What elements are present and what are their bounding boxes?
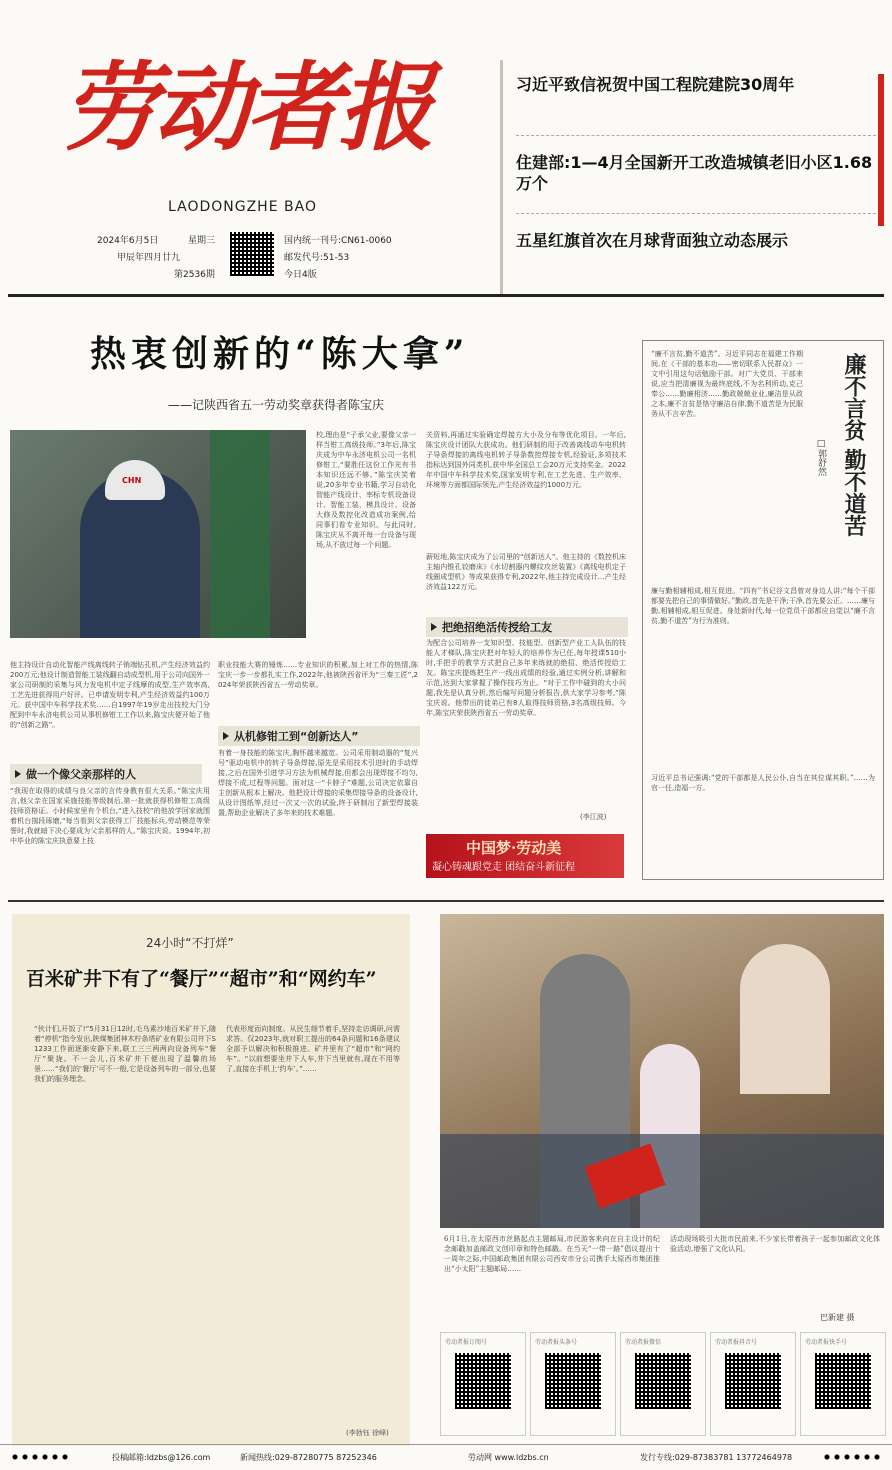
weekday: 星期三	[188, 236, 216, 246]
qr-code	[725, 1353, 781, 1409]
headline-2[interactable]: 住建部:1—4月全国新开工改造城镇老旧小区1.68万个	[516, 153, 873, 193]
subhead-like-father: 做一个像父亲那样的人	[10, 764, 202, 784]
qr-card-label: 劳动者报微信	[625, 1339, 662, 1346]
feature-title: 热衷创新的“陈大拿”	[90, 333, 470, 375]
qr-code-row	[440, 1332, 884, 1436]
feature-subtitle: ——记陕西省五一劳动奖章获得者陈宝庆	[168, 398, 385, 412]
headline-accent-bar	[878, 74, 884, 226]
headline-separator	[516, 213, 876, 214]
mine-author: (李勃钰 徐峰)	[346, 1429, 389, 1437]
logo-pinyin: LAODONGZHE BAO	[168, 199, 317, 215]
lunar-date: 甲辰年四月廿九	[117, 253, 181, 263]
qr-code	[545, 1353, 601, 1409]
qr-card[interactable]	[620, 1332, 706, 1436]
footer-email[interactable]: 投稿邮箱:ldzbs@126.com	[112, 1453, 211, 1462]
commentary-box	[642, 340, 884, 880]
feature-column-2: 校,理由是“子承父业,要像父亲一样当钳工高级技师。”3年后,陈宝庆成为中车永济电机公司一名机修钳工,“要胜任这份工作光有书本知识还远不够。”陈宝庆笑着说,20多年专业书籍,学习自动化智能产线设计、率标专机设备设计、智能工装、模具设计、设备大修及数控化改造成功案例,给同事们看专业知识。与此同时,陈宝庆从不离开每一台设备与现场,从不放过每一个问题。	[316, 431, 416, 549]
commentary-text-1: “廉不言贫,勤不道苦”。习近平同志在福建工作期间,在《干部的基本功——密切联系人民群众》一文中引用这句话勉励干部。对广大党员、干部来说,应当把清廉视为最终底线,不为名利所动,克己奉公……勤廉相济……勤政兢兢业业,廉洁是从政之本,廉不言贫是恪守廉洁自律,勤不道苦是为民服务从不言辛苦。	[651, 350, 803, 418]
headline-list	[508, 68, 878, 293]
registration-dots	[10, 1453, 70, 1461]
photo-credit: 巴新建 摄	[820, 1313, 855, 1322]
feature-column-1: 他主持设计自动化智能产线离线转子销端钻孔机,产生经济效益约200万元;他设计制造智能工装线翻自动成型机,用于公司向国外一家公司研制的采集与风力发电机中定子线摩的成型,生产效率高,工艺先进获得用户好评。已申请发明专利,产生经济效益约100万元。获中国中车科学技术奖……自1997年19岁走出技校大门分配到中车永济电机公司从事机修钳工工作以来,陈宝庆便开始了他的“创新之路”。	[10, 661, 210, 729]
feature-column-3c: 为配合公司培养一支知识型、技能型、创新型产业工人队伍的技能人才梯队,陈宝庆把对年轻人的培养作为已任,每年授课510小时,手把手的教学方式把自己多年来练就的绝招、绝活传授给工友。陈宝庆提炼把生产一线出成绩的经验,通过实例分析,讲解和示范,达到大家掌握了操作技巧为止。“对于工作中碰到的大小问题,我先是认真分析,然后编写问题分析报告,供大家学习参考,”陈宝庆说。他带出的徒弟已有8人取得技师资格,3名高级技师。今年,陈宝庆荣获陕西省五一劳动奖章。	[426, 639, 626, 717]
feature-column-1b: “我现在取得的成绩与良父亲的言传身教有很大关系。”陈宝庆用言,他父亲在国家采施技能等级制后,第一批就获得机修钳工高级技师资格证。小时候家里有个机台,“进入技校”的他放学回家就围着机台揣段琢磨,“每当看到父亲获得工厂技能标兵,劳动模范等荣誉时,我就暗下决心要成为父亲那样的人。”陈宝庆说。1994年,初中毕业的陈宝庆执意要上技	[10, 787, 210, 845]
qr-card-label: 劳动者报快手号	[805, 1339, 848, 1346]
qr-card[interactable]	[440, 1332, 526, 1436]
qr-code	[815, 1353, 871, 1409]
subhead-innovation: 从机修钳工到“创新达人”	[218, 726, 420, 746]
qr-card-label: 劳动者报抖音号	[715, 1339, 758, 1346]
mine-kicker: 24小时“不打烊”	[146, 936, 234, 950]
cn-number: 国内统一刊号:CN61-0060	[284, 236, 392, 246]
photo-caption-1: 6月1日,在太原西市丝路起点主题邮局,市民游客来向在自主设计的纪念邮戳加盖邮政文创印章和特色邮戳。在当天“一带一路”倡议提出十一周年之际,中国邮政集团有限公司西安市分公司携手太原西市集团推出“小太阳”主题邮局……	[444, 1235, 660, 1273]
slogan-banner	[426, 834, 624, 878]
feature-author: (李江波)	[580, 813, 607, 821]
qr-code	[455, 1353, 511, 1409]
feature-column-2b: 职业技能大赛的锤炼……专业知识的积累,加上对工作的热情,陈宝庆一步一步都扎实工作,2022年,他被陕西省评为“三秦工匠”,2024年荣获陕西省五一劳动奖章。	[218, 661, 418, 689]
feature-column-3b: 薪短地,陈宝庆成为了公司里的“创新达人”。他主持的《数控机床主轴内锥孔铰磨床》《水切割器内螺纹攻丝装置》《离线电机定子线圈成型机》等成果获得专利,2022年,他主持完成设计…产生经济效益122万元。	[426, 553, 626, 591]
pages-today: 今日4版	[284, 270, 317, 280]
masthead-qr-code	[230, 232, 274, 276]
mine-column-1: “伙计们,开饭了!”5月31日12时,毛乌素沙地百米矿井下,随着“停机”指令发出,陕煤集团神木柠条塔矿业有限公司井下S1233工作面逐渐安静下来,联工三三两两向设备列车“餐厅”聚拢。不一会儿,百米矿井下便出现了温馨的场景……“我们的‘餐厅’可不一般,它是设备列车的一部分,也要我们的服务理念。	[34, 1025, 216, 1083]
footer-distribution: 发行专线:029-87383781 13772464978	[640, 1453, 793, 1462]
qr-card-label: 劳动者报订阅号	[445, 1339, 488, 1346]
mid-rule	[8, 900, 884, 902]
qr-card[interactable]	[800, 1332, 886, 1436]
footer	[0, 1444, 892, 1470]
drill-press-shape	[210, 430, 270, 638]
footer-hotline: 新闻热线:029-87280775 87252346	[240, 1453, 377, 1462]
registration-dots	[822, 1453, 882, 1461]
qr-code	[635, 1353, 691, 1409]
commentary-title: 廉不言贫 勤不道苦	[841, 353, 867, 537]
issue-number: 第2536期	[174, 270, 215, 280]
qr-card-label: 劳动者报头条号	[535, 1339, 578, 1346]
feature-photo	[10, 430, 306, 638]
headline-3[interactable]: 五星红旗首次在月球背面独立动态展示	[516, 231, 789, 250]
masthead-divider	[500, 60, 503, 295]
mine-column-2: 代表形度而向制度。从民生细节着手,坚持走访调研,问需求答。仅2023年,就对职工提出的64条问题和16条建议全部予以解决和积极推进。矿井里有了“超市”和“网约车”。“以前想要坐井下人车,井下当里就有,现在不用等了,直接在手机上‘约车’。”……	[226, 1025, 400, 1073]
helmet-label: CHN	[122, 476, 142, 485]
mine-story	[12, 914, 410, 1446]
headline-separator	[516, 135, 876, 136]
banner-slogan: 凝心铸魂跟党走 团结奋斗新征程	[432, 862, 576, 873]
date: 2024年6月5日	[97, 236, 159, 246]
post-office-photo	[440, 914, 884, 1228]
commentary-author: □郭舒然	[816, 439, 826, 476]
top-rule	[8, 294, 884, 297]
clerk-figure	[740, 944, 830, 1094]
qr-card[interactable]	[710, 1332, 796, 1436]
feature-column-3: 关资料,再通过实验确定焊接方大小及分布等优化项目。一年后,陈宝庆设计团队大获成功。他们研制的用于改善离线动车电机转子导条焊接的离线电机转子导条数控焊接专机,经验证,多项技术指标达到国外同类机,获中华全国总工会20万元支持奖金。2022年中国中车科学技术奖,国家发明专利,在工艺先进、生产效率、环境等方面都国际领先,产生经济效益约1000万元。	[426, 431, 626, 489]
post-code: 邮发代号:51-53	[284, 253, 350, 263]
headline-1[interactable]: 习近平致信祝贺中国工程院建院30周年	[516, 75, 795, 94]
newspaper-logo: 劳动者报	[62, 51, 430, 164]
commentary-text-2: 廉与勤相辅相成,相互促进。“四有”书记谷文昌曾对身边人讲:“每个干部都要先把自己的事情做好。”勤政,首先是干净;干净,首先要公正。……廉与勤,相辅相成,相互促进。身处新时代,每一位党员干部都应自觉以“廉不言贫,勤不道苦”为行为准则。	[651, 587, 875, 625]
commentary-text-3: 习近平总书记强调:“党的干部都是人民公仆,自当在其位谋其职。”……为官一任,造福一方。	[651, 774, 875, 792]
photo-caption-2: 活动现场吸引大批市民前来,不少家长带着孩子一起参加邮政文化体验活动,增强了文化认同。	[670, 1235, 880, 1253]
mine-title: 百米矿井下有了“餐厅”“超市”和“网约车”	[26, 968, 377, 990]
qr-card[interactable]	[530, 1332, 616, 1436]
masthead	[0, 0, 500, 290]
subhead-teach-skills: 把绝招绝活传授给工友	[426, 617, 628, 637]
footer-website[interactable]: 劳动网 www.ldzbs.cn	[468, 1453, 549, 1462]
feature-column-2c: 有着一身技能的陈宝庆,胸怀越来越宽。公司采用制动器的“复兴号”驱动电机中的转子导条焊接,原先是采用技术引进时的手动焊接,之后在国外引进学习方法为机械焊接,但都会出现焊接不均匀,焊接不成,过程等问题。面对这一“卡脖子”难题,公司决定依靠自主创新从根本上解决。他把设计焊接的采集焊接导条的设备设计,从设计图纸等,经过一次又一次的试验,终于研制出了新型焊接装置,帮助企业解决了多年来的技术难题。	[218, 749, 418, 817]
banner-title: 中国梦·劳动美	[466, 839, 562, 857]
